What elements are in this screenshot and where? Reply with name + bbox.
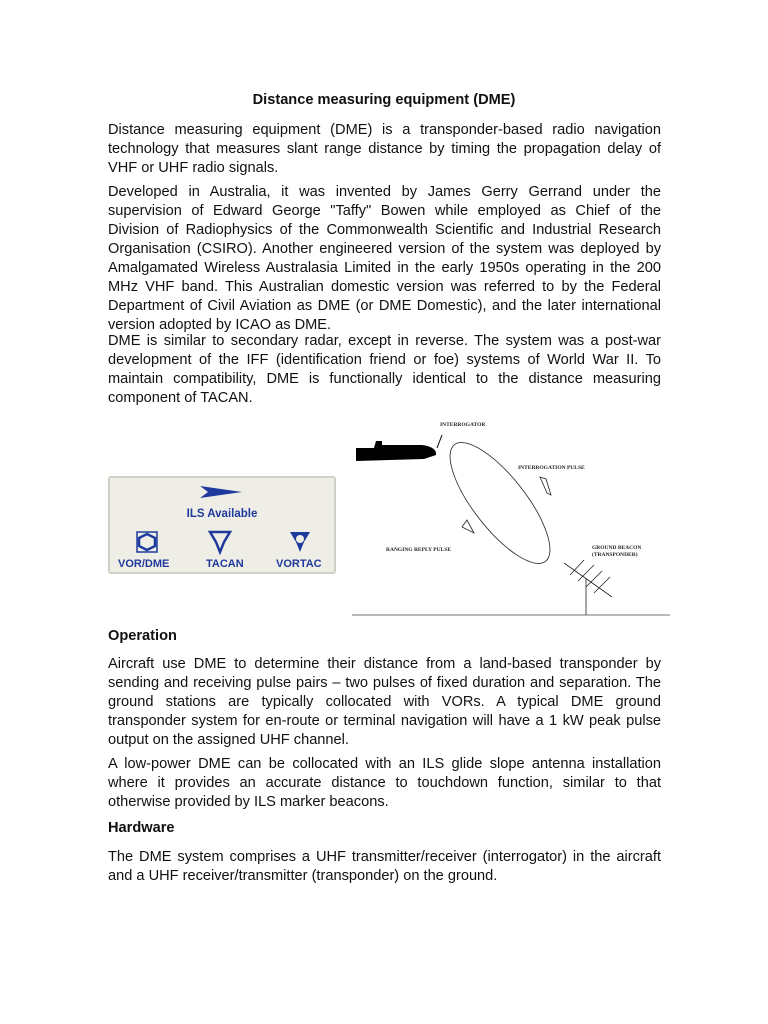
chart-symbols-legend-image (108, 476, 336, 574)
tacan-label: TACAN (206, 558, 244, 570)
text-line: supervision of Edward George "Taffy" Bowen while employed as Chief of the (108, 203, 661, 219)
dme-diagram (352, 415, 677, 617)
text-line: Distance measuring equipment (DME) is a transponder-based radio navigation (108, 122, 661, 138)
text-line: VHF or UHF radio signals. (108, 160, 279, 176)
interrogation-pulse-label: INTERROGATION PULSE (518, 465, 585, 471)
text-line: DME is similar to secondary radar, except in reverse. The system was a post-war (108, 333, 661, 349)
pulse-ellipse (434, 429, 566, 578)
text-line: Department of Civil Aviation as DME (or DME Domestic), and the later international (108, 298, 661, 314)
heading-hardware: Hardware (108, 820, 175, 836)
text-line: Organisation (CSIRO). Another engineered version of the system was deployed by (108, 241, 661, 257)
text-line: ground stations are typically collocated with VORs. A typical DME ground (108, 694, 661, 710)
ils-arrow-icon (200, 486, 242, 498)
text-line: output on the assigned UHF channel. (108, 732, 349, 748)
text-line: otherwise provided by ILS marker beacons. (108, 794, 389, 810)
text-line: The DME system comprises a UHF transmitter/receiver (interrogator) in the aircraft (108, 849, 661, 865)
interrogation-arrow-icon (540, 477, 551, 495)
paragraph-operation (108, 655, 661, 750)
text-line: sending and receiving pulse pairs – two pulses of fixed duration and separation. The (108, 675, 661, 691)
text-line: Division of Radiophysics of the Commonwealth Scientific and Industrial Research (108, 222, 661, 238)
text-line: A low-power DME can be collocated with an ILS glide slope antenna installation (108, 756, 661, 772)
tacan-icon (210, 532, 230, 552)
text-line: development of the IFF (identification friend or foe) systems of World War II. To (108, 352, 661, 368)
text-line: transponder system for en-route or terminal navigation will have a 1 kW peak pulse (108, 713, 661, 729)
document-title: Distance measuring equipment (DME) (252, 92, 516, 108)
text-line: maintain compatibility, DME is functionally identical to the distance measuring (108, 371, 661, 387)
paragraph-radar (108, 332, 661, 408)
vor-dme-label: VOR/DME (118, 558, 170, 570)
text-line: version adopted by ICAO as DME. (108, 317, 332, 333)
text-line: technology that measures slant range distance by timing the propagation delay of (108, 141, 661, 157)
reply-arrow-icon (462, 520, 474, 533)
transponder-label: (TRANSPONDER) (592, 552, 638, 558)
paragraph-hardware (108, 848, 661, 886)
ils-available-label: ILS Available (186, 508, 258, 520)
heading-operation: Operation (108, 628, 177, 644)
aircraft-icon (356, 441, 436, 461)
text-line: Aircraft use DME to determine their distance from a land-based transponder by (108, 656, 661, 672)
ground-beacon-label: GROUND BEACON (592, 545, 642, 551)
paragraph-low-power (108, 755, 661, 812)
ranging-reply-label: RANGING REPLY PULSE (386, 547, 451, 553)
antenna-icon (564, 560, 612, 615)
interrogator-label: INTERROGATOR (440, 422, 486, 428)
paragraph-intro (108, 121, 661, 178)
text-line: and a UHF receiver/transmitter (transponder) on the ground. (108, 868, 498, 884)
text-line: Amalgamated Wireless Australasia Limited in the early 1950s operating in the 200 (108, 260, 661, 276)
text-line: MHz VHF band. This Australian domestic version was referred to by the Federal (108, 279, 661, 295)
vortac-label: VORTAC (276, 558, 322, 570)
text-line: where it provides an accurate distance to touchdown function, similar to that (108, 775, 661, 791)
paragraph-history (108, 183, 661, 335)
text-line: Developed in Australia, it was invented by James Gerry Gerrand under the (108, 184, 661, 200)
text-line: component of TACAN. (108, 390, 253, 406)
